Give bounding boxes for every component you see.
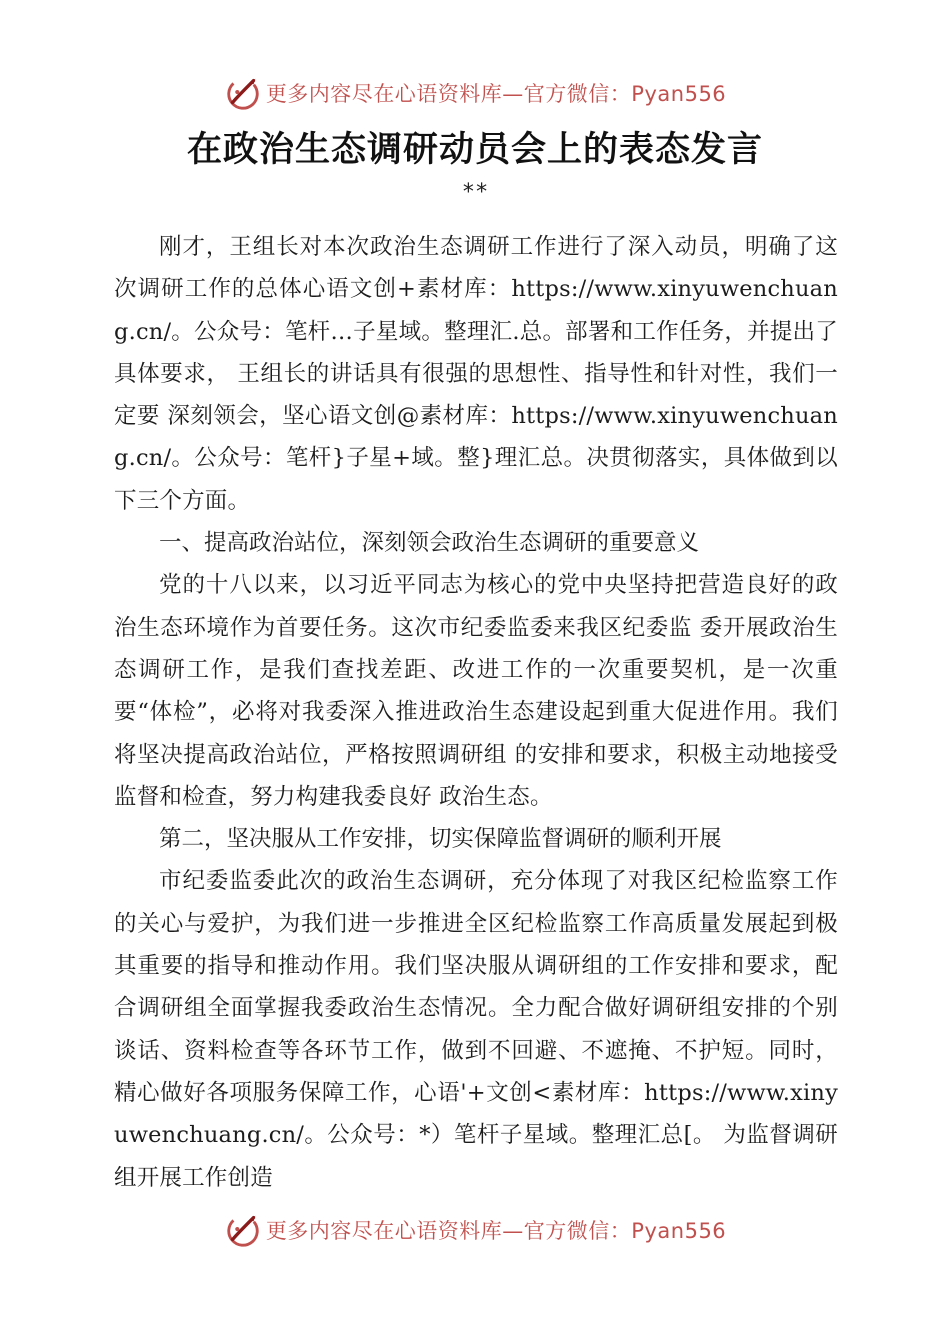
footer-banner xyxy=(0,1207,950,1253)
document-body xyxy=(114,226,838,1199)
document-title: 在政治生态调研动员会上的表态发言 xyxy=(186,129,763,170)
document-author: ** xyxy=(461,180,489,205)
header-banner xyxy=(0,70,950,116)
brush-pen-logo-icon xyxy=(224,74,262,112)
paragraph: 刚才，王组长对本次政治生态调研工作进行了深入动员，明确了这次调研工作的总体心语文创+素材库：https://www.xinyuwenchuang.cn/。公众号：笔杆…子星域。整理汇.总。部署和工作任务，并提出了具体要求， 王组长的讲话具有很强的思想性、指导性和针对性，我们一定要 深刻领会，坚心语文创@素材库：https://www.xinyuwenchuang.cn/。公众号：笔杆}子星+域。整}理汇总。决贯彻落实，具体做到以下三个方面。 xyxy=(114,234,838,514)
brush-pen-logo-icon xyxy=(224,1211,262,1249)
paragraph: 市纪委监委此次的政治生态调研，充分体现了对我区纪检监察工作的关心与爱护，为我们进一步推进全区纪检监察工作高质量发展起到极其重要的指导和推动作用。我们坚决服从调研组的工作安排和要求，配合调研组全面掌握我委政治生态情况。全力配合做好调研组安排的个别谈话、资料检查等各环节工作，做到不回避、不遮掩、不护短。同时，精心做好各项服务保障工作，心语'+文创<素材库：https://www.xinyuwenchuang.cn/。公众号：*）笔杆子星域。整理汇总[。 为监督调研组开展工作创造 xyxy=(114,868,838,1191)
promo-text: 更多内容尽在心语资料库—官方微信：Pyan556 xyxy=(265,82,727,106)
promo-text: 更多内容尽在心语资料库—官方微信：Pyan556 xyxy=(265,1219,727,1243)
section-heading: 一、提高政治站位，深刻领会政治生态调研的重要意义 xyxy=(159,530,700,557)
paragraph: 党的十八以来，以习近平同志为核心的党中央坚持把营造良好的政治生态环境作为首要任务。这次市纪委监委来我区纪委监 委开展政治生态调研工作，是我们查找差距、改进工作的一次重要契机，是一次重要“体检”，必将对我委深入推进政治生态建设起到重大促进作用。我们将坚决提高政治站位，严格按照调研组 的安排和要求，积极主动地接受监督和检查，努力构建我委良好 政治生态。 xyxy=(114,572,838,810)
section-heading: 第二，坚决服从工作安排，切实保障监督调研的顺利开展 xyxy=(159,826,722,853)
